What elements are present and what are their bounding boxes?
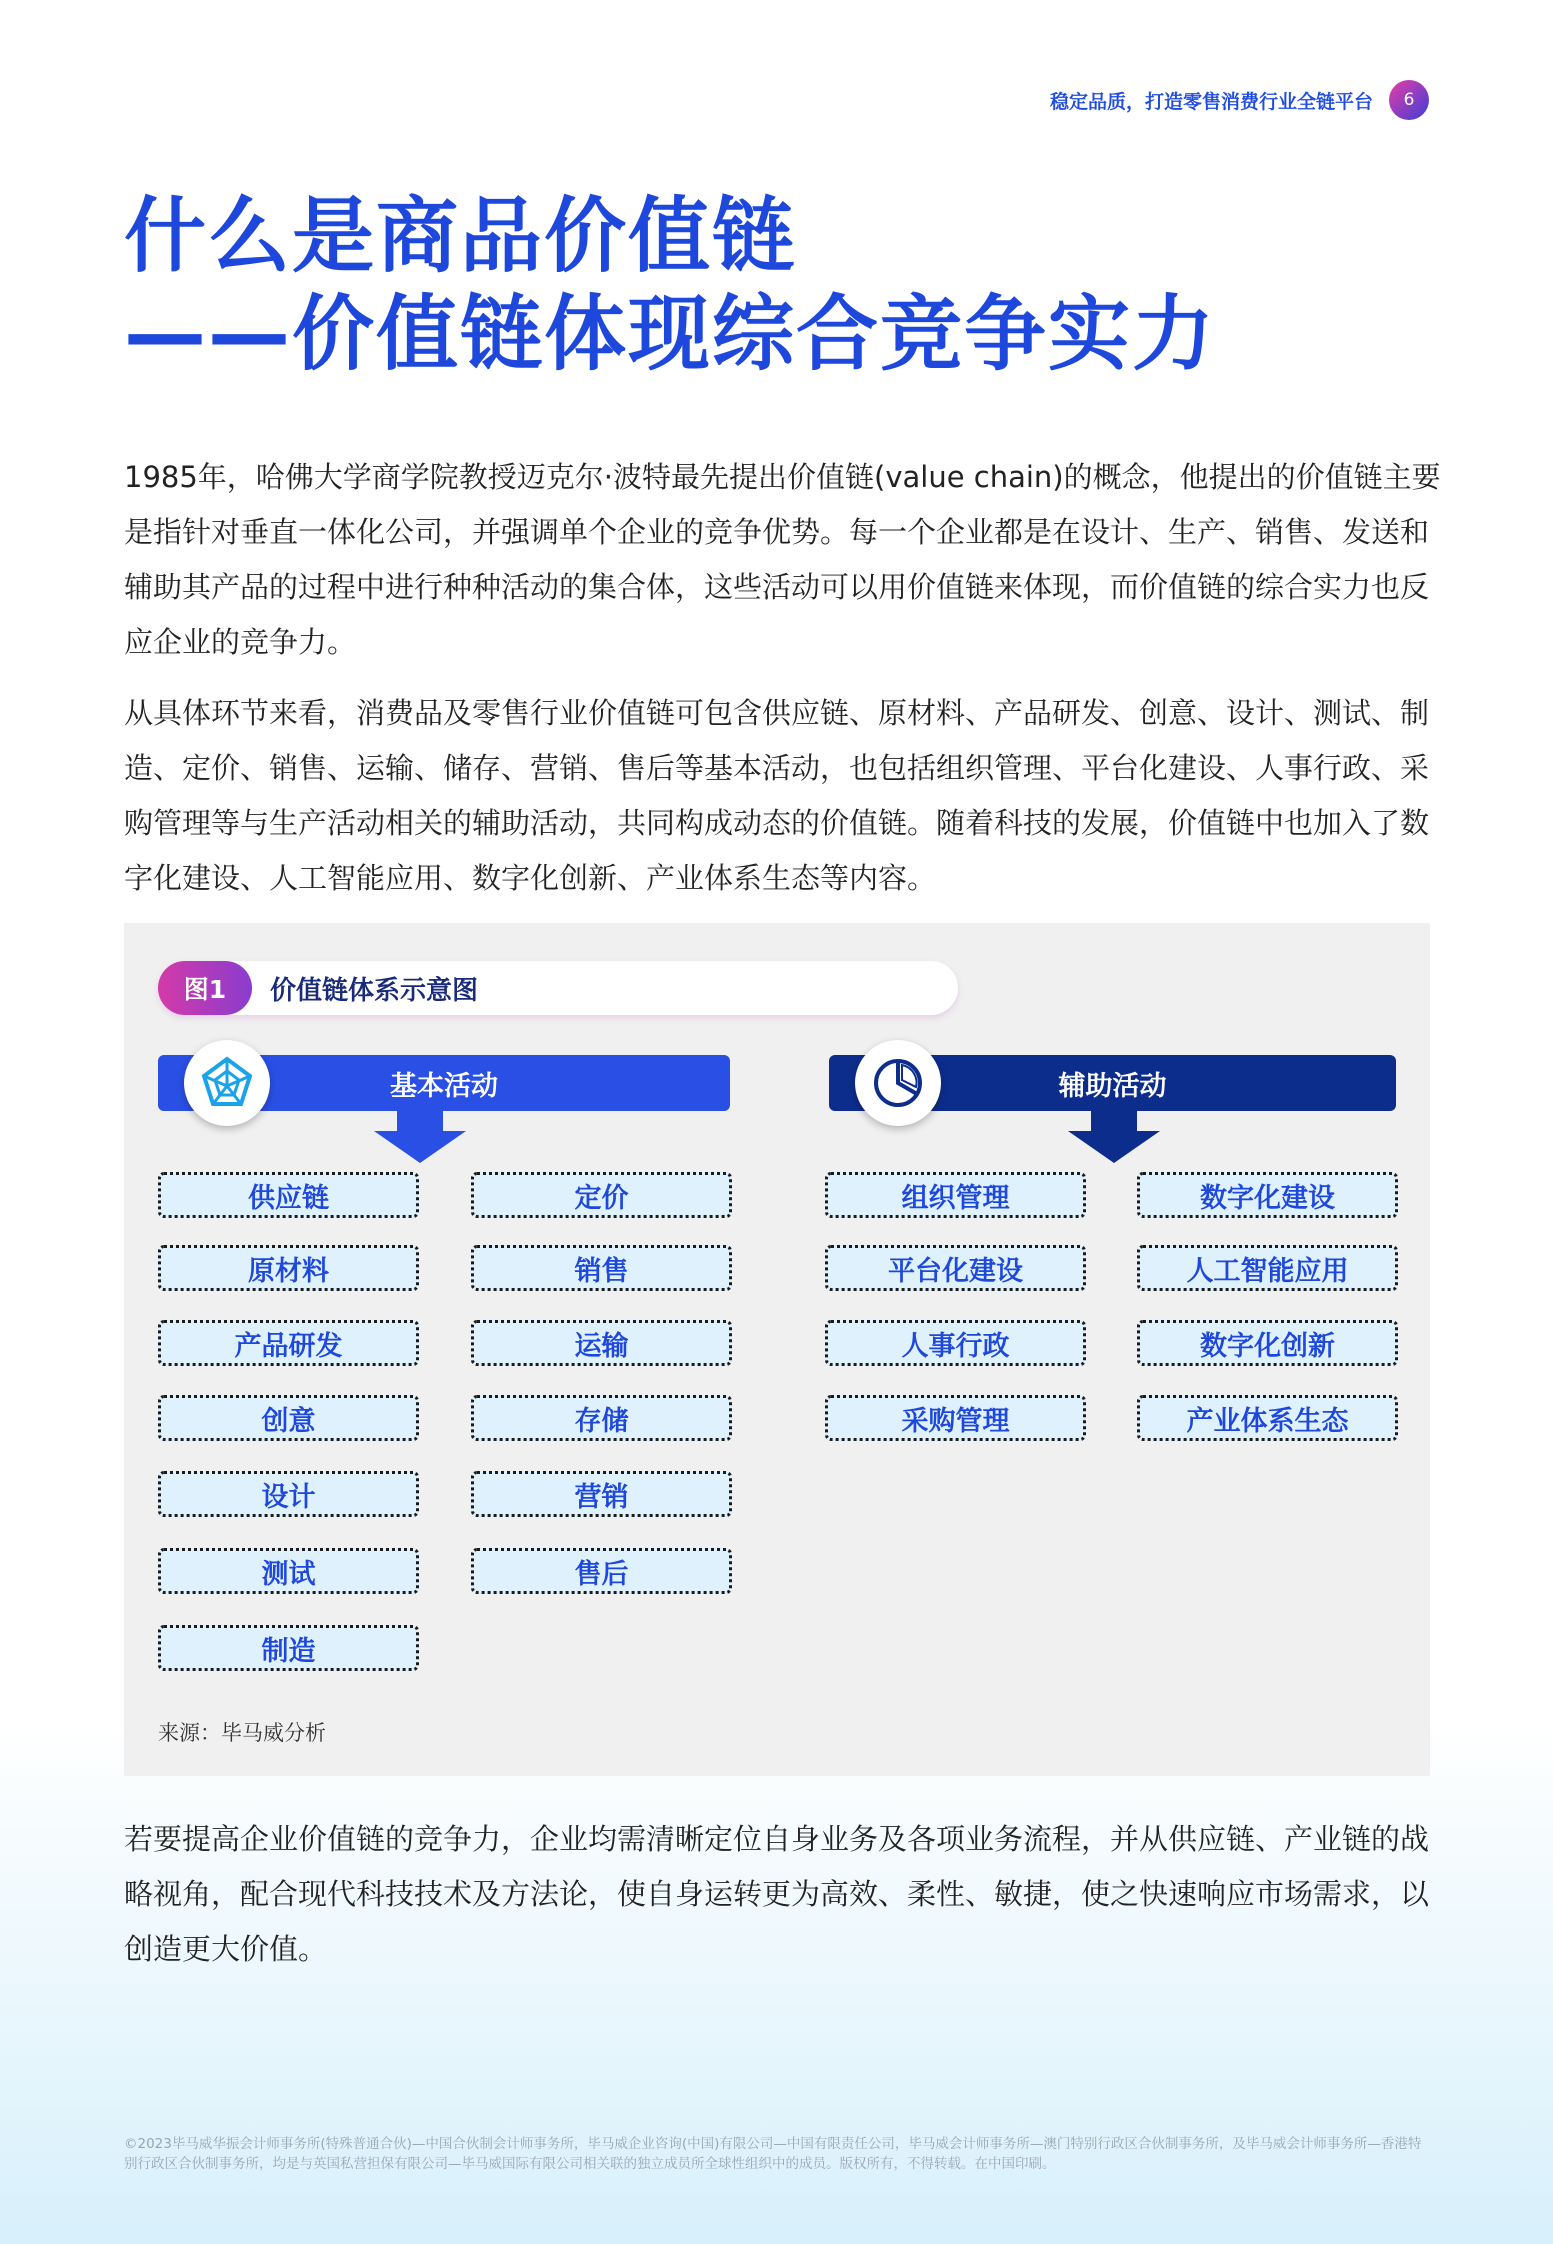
aux-activity-box: 数字化建设 bbox=[1137, 1172, 1398, 1218]
intro-paragraph: 1985年，哈佛大学商学院教授迈克尔·波特最先提出价值链(value chain)的概念，他提出的价值链主要是指针对垂直一体化公司，并强调单个企业的竞争优势。每一个企业都是在设计、生产、销售、发送和辅助其产品的过程中进行种种活动的集合体，这些活动可以用价值链来体现，而价值链的综合实力也反应企业的竞争力。 bbox=[124, 460, 1441, 659]
radar-icon bbox=[184, 1040, 270, 1126]
activity-box: 测试 bbox=[158, 1548, 419, 1594]
aux-activity-box: 人事行政 bbox=[825, 1320, 1086, 1366]
aux-arrow-down-icon bbox=[1068, 1131, 1160, 1163]
activity-box: 销售 bbox=[471, 1245, 732, 1291]
aux-activities-title: 辅助活动 bbox=[1058, 1070, 1167, 1102]
detail-paragraph: 从具体环节来看，消费品及零售行业价值链可包含供应链、原材料、产品研发、创意、设计、测试、制造、定价、销售、运输、储存、营销、售后等基本活动，也包括组织管理、平台化建设、人事行政、采购管理等与生产活动相关的辅助活动，共同构成动态的价值链。随着科技的发展，价值链中也加入了数字化建设、人工智能应用、数字化创新、产业体系生态等内容。 bbox=[124, 696, 1430, 895]
activity-box: 产品研发 bbox=[158, 1320, 419, 1366]
conclusion-paragraph: 若要提高企业价值链的竞争力，企业均需清晰定位自身业务及各项业务流程，并从供应链、产业链的战略视角，配合现代科技技术及方法论，使自身运转更为高效、柔性、敏捷，使之快速响应市场需求，以创造更大价值。 bbox=[124, 1822, 1430, 1966]
figure-label-bar bbox=[158, 961, 958, 1015]
aux-arrow-stem bbox=[1091, 1111, 1137, 1133]
aux-activity-box: 人工智能应用 bbox=[1137, 1245, 1398, 1291]
pie-chart-icon bbox=[855, 1040, 941, 1126]
aux-activity-box: 采购管理 bbox=[825, 1395, 1086, 1441]
page-header bbox=[1050, 80, 1429, 120]
aux-activity-box: 产业体系生态 bbox=[1137, 1395, 1398, 1441]
copyright-footer: ©2023毕马威华振会计师事务所(特殊普通合伙)—中国合伙制会计师事务所，毕马威企业咨询(中国)有限公司—中国有限责任公司，毕马威会计师事务所—澳门特别行政区合伙制事务所，及毕马威会计师事务所—香港特别行政区合伙制事务所，均是与英国私营担保有限公司—毕马威国际有限公司相关联的独立成员所全球性组织中的成员。版权所有，不得转载。在中国印刷。 bbox=[124, 2136, 1422, 2172]
aux-activity-box: 平台化建设 bbox=[825, 1245, 1086, 1291]
aux-activity-box: 数字化创新 bbox=[1137, 1320, 1398, 1366]
basic-arrow-stem bbox=[397, 1111, 443, 1133]
title-line-2: ——价值链体现综合竞争实力 bbox=[124, 287, 1217, 382]
activity-box: 存储 bbox=[471, 1395, 732, 1441]
activity-box: 原材料 bbox=[158, 1245, 419, 1291]
activity-box: 创意 bbox=[158, 1395, 419, 1441]
activity-box: 售后 bbox=[471, 1548, 732, 1594]
page-number: 6 bbox=[1389, 80, 1429, 120]
aux-activity-box: 组织管理 bbox=[825, 1172, 1086, 1218]
activity-box: 定价 bbox=[471, 1172, 732, 1218]
basic-arrow-down-icon bbox=[374, 1131, 466, 1163]
page-title bbox=[124, 188, 1216, 384]
figure-caption: 价值链体系示意图 bbox=[270, 975, 479, 1006]
activity-box: 设计 bbox=[158, 1471, 419, 1517]
title-line-1: 什么是商品价值链 bbox=[124, 189, 797, 284]
activity-box: 制造 bbox=[158, 1625, 419, 1671]
figure-source: 来源：毕马威分析 bbox=[158, 1721, 326, 1745]
header-title: 稳定品质，打造零售消费行业全链平台 bbox=[1049, 90, 1373, 113]
activity-box: 供应链 bbox=[158, 1172, 419, 1218]
figure-number-badge: 图1 bbox=[158, 961, 252, 1015]
value-chain-figure bbox=[124, 923, 1430, 1776]
activity-box: 运输 bbox=[471, 1320, 732, 1366]
basic-activities-title: 基本活动 bbox=[390, 1070, 498, 1102]
activity-box: 营销 bbox=[471, 1471, 732, 1517]
